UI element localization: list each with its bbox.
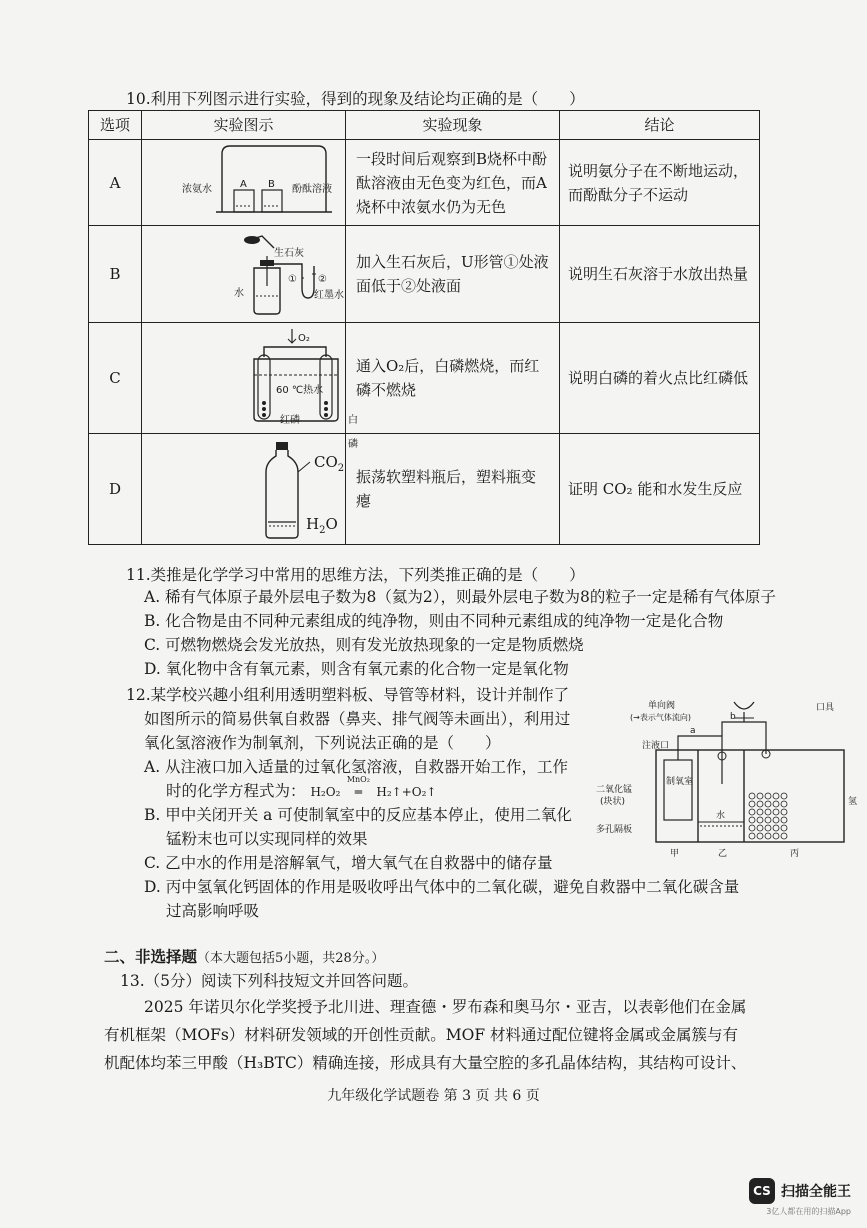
q11-option-b: B. 化合物是由不同种元素组成的纯净物，则由不同种元素组成的纯净物一定是化合物 [144, 612, 724, 630]
row-option: D [89, 434, 142, 545]
scanner-tagline: 3亿人都在用的扫描App [766, 1207, 851, 1216]
label-side: 氢 [848, 797, 858, 807]
label-oxygen: O₂ [298, 333, 310, 344]
figure-ammonia-diffusion [142, 140, 346, 226]
phosphorus-drawing [142, 323, 345, 433]
q11-stem: 11.类推是化学学习中常用的思维方法，下列类推正确的是（ ） [126, 566, 585, 584]
q12-option-b: B. 甲中关闭开关 a 可使制氧室中的反应基本停止，使用二氧化 [144, 806, 572, 824]
label-porous-plate: 多孔隔板 [596, 825, 633, 835]
q12-option-d: D. 丙中氢氧化钙固体的作用是吸收呼出气体中的二氧化碳，避免自救器中二氧化碳含量 [144, 878, 740, 896]
label-ammonia: 浓氨水 [182, 184, 212, 195]
row-option: C [89, 323, 142, 434]
label-mno2-block: (块状) [600, 797, 626, 807]
q12-option-c: C. 乙中水的作用是溶解氧气，增大氧气在自救器中的储存量 [144, 854, 553, 872]
q12-option-a: A. 从注液口加入适量的过氧化氢溶液，自救器开始工作，工作 [144, 758, 569, 776]
label-co2: $CO_2$ [314, 453, 345, 474]
label-hot-water: 60 ℃热水 [276, 385, 324, 396]
chem-equation: H₂O₂ MnO₂ ═ H₂↑+O₂↑ [310, 775, 437, 799]
label-point-1: ① [288, 274, 297, 285]
label-water: 水 [716, 811, 726, 821]
row-phenomenon: 一段时间后观察到B烧杯中酚酞溶液由无色变为红色，而A烧杯中浓氨水仍为无色 [346, 140, 560, 226]
label-white-phosphorus: 白磷 [348, 415, 358, 450]
figure-quicklime [142, 226, 346, 323]
q12-stem-line: 12.某学校兴趣小组利用透明塑料板、导管等材料，设计并制作了 [126, 686, 570, 704]
row-option: A [89, 140, 142, 226]
row-phenomenon: 加入生石灰后，U形管①处液面低于②处液面 [346, 226, 560, 323]
q13-paragraph-line: 2025 年诺贝尔化学奖授予北川进、理查德・罗布森和奥马尔・亚吉，以表彰他们在金属 [144, 998, 747, 1016]
label-beaker-b: B [268, 179, 275, 190]
label-yi: 乙 [718, 849, 728, 859]
q12-stem-line: 氧化氢溶液作为制氧剂，下列说法正确的是（ ） [144, 734, 501, 752]
table-row [89, 434, 760, 545]
header-conclusion: 结论 [560, 111, 760, 140]
page-footer: 九年级化学试题卷 第 3 页 共 6 页 [327, 1088, 540, 1104]
q12-option-b-cont: 锰粉末也可以实现同样的效果 [166, 830, 368, 848]
scanner-watermark [749, 1178, 851, 1216]
label-beaker-a: A [240, 179, 247, 190]
section-heading: 二、非选择题（本大题包括5小题，共28分。） [104, 947, 385, 966]
row-conclusion: 证明 CO₂ 能和水发生反应 [560, 434, 760, 545]
label-switch-a: a [690, 726, 696, 736]
table-row [89, 323, 760, 434]
figure-phosphorus [142, 323, 358, 450]
oxygen-self-rescuer-diagram [594, 694, 856, 864]
label-phenolphthalein: 酚酞溶液 [292, 184, 332, 195]
q13-paragraph-line: 有机框架（MOFs）材料研发领域的开创性贡献。MOF 材料通过配位键将金属或金属簇与有 [104, 1026, 739, 1044]
label-red-phosphorus: 红磷 [280, 415, 300, 426]
label-mouthpiece: 口具 [816, 703, 835, 713]
q11-option-c: C. 可燃物燃烧会发光放热，则有发光放热现象的一定是物质燃烧 [144, 636, 584, 654]
label-point-2: ② [318, 274, 327, 285]
header-option: 选项 [89, 111, 142, 140]
row-phenomenon: 通入O₂后，白磷燃烧，而红磷不燃烧 [346, 323, 560, 434]
row-option: B [89, 226, 142, 323]
q13-stem: 13.（5分）阅读下列科技短文并回答问题。 [120, 972, 419, 990]
label-chamber: 制氧室 [666, 777, 694, 787]
q12-option-a-cont: 时的化学方程式为： H₂O₂ MnO₂ ═ H₂↑+O₂↑ [166, 775, 437, 800]
q13-paragraph-line: 机配体均苯三甲酸（H₃BTC）精确连接，形成具有大量空腔的多孔晶体结构，其结构可设计、 [104, 1054, 747, 1072]
label-one-way-valve: 单向阀 [648, 701, 676, 711]
q12-option-d-cont: 过高影响呼吸 [166, 902, 260, 920]
row-conclusion: 说明白磷的着火点比红磷低 [560, 323, 760, 434]
scanner-logo-icon: CS [749, 1178, 775, 1204]
q11-option-d: D. 氧化物中含有氧元素，则含有氧元素的化合物一定是氧化物 [144, 660, 569, 678]
table-header-row [89, 111, 760, 140]
scanner-name: 扫描全能王 [781, 1184, 851, 1200]
label-mno2: 二氧化锰 [596, 785, 633, 795]
label-switch-b: b [730, 712, 736, 722]
label-water: 水 [234, 288, 244, 299]
label-h2o: $H_2O$ [306, 515, 338, 536]
row-conclusion: 说明氨分子在不断地运动，而酚酞分子不运动 [560, 140, 760, 226]
label-quicklime: 生石灰 [274, 248, 304, 259]
q12-stem-line: 如图所示的简易供氧自救器（鼻夹、排气阀等未画出），利用过 [144, 710, 571, 728]
label-red-ink: 红墨水 [314, 290, 344, 301]
row-conclusion: 说明生石灰溶于水放出热量 [560, 226, 760, 323]
q10-stem: 10.利用下列图示进行实验，得到的现象及结论均正确的是（ ） [126, 90, 585, 108]
table-row [89, 226, 760, 323]
table-row [89, 140, 760, 226]
header-phenomenon: 实验现象 [346, 111, 560, 140]
header-figure: 实验图示 [142, 111, 346, 140]
label-inlet: 注液口 [642, 741, 670, 751]
label-bing: 丙 [790, 849, 800, 859]
experiment-table [88, 110, 760, 545]
q11-option-a: A. 稀有气体原子最外层电子数为8（氦为2），则最外层电子数为8的粒子一定是稀有气体原子 [144, 588, 776, 606]
label-valve-note: (→表示气体流向) [630, 713, 691, 722]
row-phenomenon: 振荡软塑料瓶后，塑料瓶变瘪 [346, 434, 560, 545]
label-jia: 甲 [670, 849, 680, 859]
figure-soft-bottle [142, 434, 346, 545]
